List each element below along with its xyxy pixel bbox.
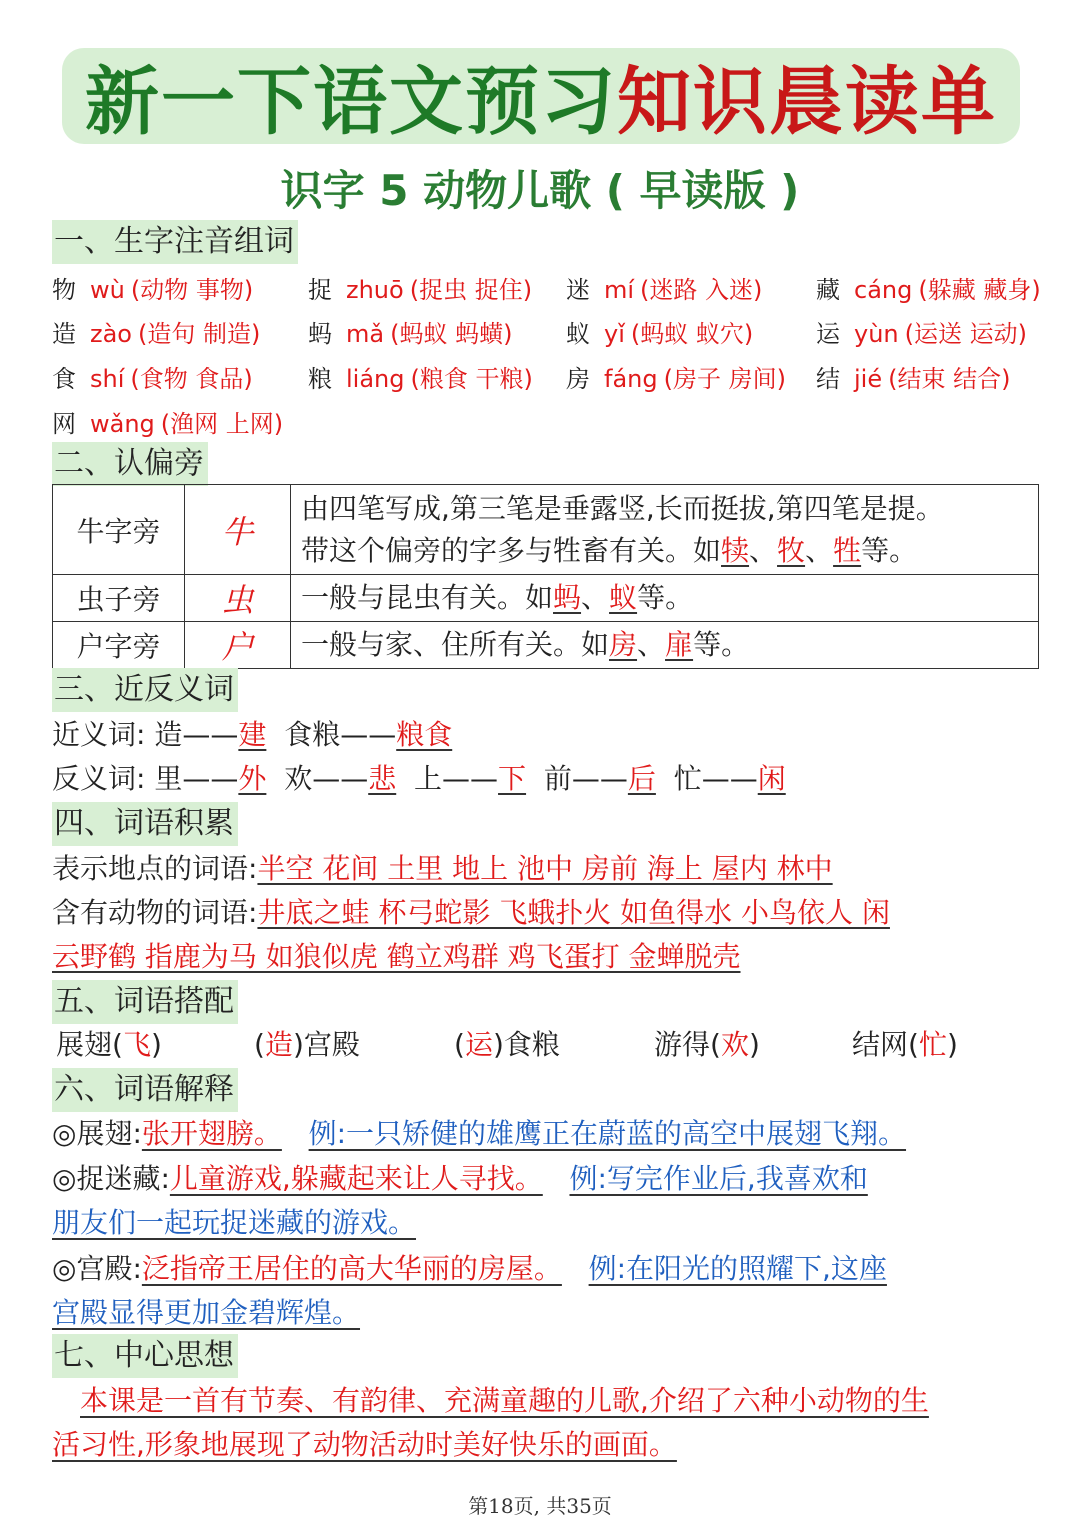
collocation-end: ) bbox=[150, 1028, 162, 1061]
character-entry bbox=[816, 359, 1010, 394]
radical-glyph: 牛 bbox=[185, 485, 291, 575]
character-pinyin: mí bbox=[604, 276, 635, 304]
character-pinyin: mǎ bbox=[346, 320, 385, 348]
radical-description bbox=[291, 575, 1039, 622]
synonyms-line bbox=[52, 714, 452, 756]
section-heading-3: 三、近反义词 bbox=[52, 668, 238, 712]
radical-description bbox=[291, 485, 1039, 575]
collocation-answer: 造 bbox=[264, 1028, 293, 1061]
character-entry bbox=[52, 270, 253, 305]
collocation-item bbox=[654, 1024, 760, 1066]
character-glyph: 网 bbox=[52, 410, 76, 438]
character-entry bbox=[52, 359, 253, 394]
character-glyph: 物 bbox=[52, 276, 76, 304]
character-entry bbox=[308, 314, 512, 349]
title-banner bbox=[62, 48, 1020, 144]
section-heading-2: 二、认偏旁 bbox=[52, 442, 208, 486]
word-pair-answer: 后 bbox=[627, 762, 656, 795]
word-pair-answer: 外 bbox=[238, 762, 267, 795]
explanation-example-cont: 宫殿显得更加金碧辉煌。 bbox=[52, 1296, 361, 1329]
character-entry bbox=[52, 314, 260, 349]
radical-name: 户字旁 bbox=[53, 622, 185, 669]
bullet-circle-icon: ◎ bbox=[52, 1252, 77, 1285]
word-pair-answer: 悲 bbox=[368, 762, 397, 795]
central-idea-line1: 本课是一首有节奏、有韵律、充满童趣的儿歌,介绍了六种小动物的生 bbox=[80, 1384, 929, 1417]
character-glyph: 蚁 bbox=[566, 320, 590, 348]
explanation-example: 例:在阳光的照耀下,这座 bbox=[588, 1252, 887, 1285]
central-idea-line2: 活习性,形象地展现了动物活动时美好快乐的画面。 bbox=[52, 1428, 677, 1461]
character-glyph: 结 bbox=[816, 365, 840, 393]
places-line bbox=[52, 848, 833, 890]
character-words: (渔网 上网) bbox=[160, 410, 284, 438]
central-idea bbox=[52, 1379, 1032, 1467]
explanation-term: 捉迷藏: bbox=[76, 1162, 170, 1195]
lesson-subtitle: 识字 5 动物儿歌 ( 早读版 ) bbox=[280, 166, 800, 215]
section-heading-5: 五、词语搭配 bbox=[52, 980, 238, 1024]
word-pair-stem: 上—— bbox=[414, 762, 499, 795]
character-pinyin: fáng bbox=[604, 365, 658, 393]
character-glyph: 藏 bbox=[816, 276, 840, 304]
collocation-stem: 展翅( bbox=[56, 1028, 123, 1061]
word-pair-stem: 造—— bbox=[154, 718, 239, 751]
explanation-item bbox=[52, 1112, 1032, 1156]
radical-example: 房 bbox=[609, 628, 638, 661]
collocation-answer: 飞 bbox=[122, 1028, 151, 1061]
animals-words: 云野鹤 指鹿为马 如狼似虎 鹤立鸡群 鸡飞蛋打 金蝉脱壳 bbox=[52, 940, 741, 973]
collocation-stem: ( bbox=[454, 1028, 465, 1061]
character-glyph: 捉 bbox=[308, 276, 332, 304]
character-entry bbox=[308, 270, 532, 305]
radical-row bbox=[53, 485, 1039, 575]
antonyms-label: 反义词: bbox=[52, 762, 146, 795]
explanation-example: 例:一只矫健的雄鹰正在蔚蓝的高空中展翅飞翔。 bbox=[308, 1117, 907, 1150]
collocation-stem: ( bbox=[254, 1028, 265, 1061]
character-pinyin: wù bbox=[90, 276, 125, 304]
word-pair-answer: 下 bbox=[498, 762, 527, 795]
character-glyph: 房 bbox=[566, 365, 590, 393]
word-pair-stem: 里—— bbox=[154, 762, 239, 795]
antonyms-line bbox=[52, 758, 786, 800]
places-label: 表示地点的词语: bbox=[52, 852, 258, 885]
character-glyph: 造 bbox=[52, 320, 76, 348]
radical-example: 蚂 bbox=[553, 581, 582, 614]
title-part1: 新一下语文预习 bbox=[85, 59, 617, 145]
animals-label: 含有动物的词语: bbox=[52, 896, 258, 929]
separator: 、 bbox=[637, 628, 666, 661]
character-entry bbox=[566, 359, 786, 394]
bullet-circle-icon: ◎ bbox=[52, 1117, 77, 1150]
radical-name: 虫子旁 bbox=[53, 575, 185, 622]
character-pinyin: zhuō bbox=[346, 276, 404, 304]
animals-words: 井底之蛙 杯弓蛇影 飞蛾扑火 如鱼得水 小鸟依人 闲 bbox=[257, 896, 890, 929]
radical-desc-end: 等。 bbox=[693, 628, 750, 661]
collocation-stem: 游得( bbox=[654, 1028, 721, 1061]
character-words: (躲藏 藏身) bbox=[918, 276, 1041, 304]
bullet-circle-icon: ◎ bbox=[52, 1162, 77, 1195]
word-pair-answer: 粮食 bbox=[396, 718, 453, 751]
radical-glyph: 户 bbox=[185, 622, 291, 669]
character-pinyin: jié bbox=[854, 365, 883, 393]
animals-line bbox=[52, 892, 890, 934]
explanation-meaning: 儿童游戏,躲藏起来让人寻找。 bbox=[169, 1162, 543, 1195]
radical-example: 牲 bbox=[833, 533, 862, 567]
collocation-end: )食粮 bbox=[492, 1028, 560, 1061]
word-pair-stem: 食粮—— bbox=[284, 718, 397, 751]
collocation-answer: 运 bbox=[464, 1028, 493, 1061]
collocation-answer: 忙 bbox=[918, 1028, 947, 1061]
character-entry bbox=[816, 314, 1027, 349]
page-footer: 第18页, 共35页 bbox=[468, 1494, 612, 1518]
collocation-item bbox=[852, 1024, 958, 1066]
separator: 、 bbox=[581, 581, 610, 614]
radical-desc-text: 带这个偏旁的字多与牲畜有关。如 bbox=[301, 533, 722, 567]
radical-example: 犊 bbox=[721, 533, 750, 567]
radical-example: 牧 bbox=[777, 533, 806, 567]
section-heading-7: 七、中心思想 bbox=[52, 1334, 238, 1378]
collocation-end: ) bbox=[748, 1028, 760, 1061]
separator: 、 bbox=[749, 533, 778, 567]
explanation-term: 宫殿: bbox=[76, 1252, 142, 1285]
character-glyph: 运 bbox=[816, 320, 840, 348]
explanation-term: 展翅: bbox=[76, 1117, 142, 1150]
character-words: (蚂蚁 蚁穴) bbox=[630, 320, 754, 348]
collocation-item bbox=[254, 1024, 360, 1066]
character-words: (迷路 入迷) bbox=[640, 276, 763, 304]
character-pinyin: zào bbox=[90, 320, 132, 348]
explanation-item bbox=[52, 1157, 1032, 1245]
character-words: (粮食 干粮) bbox=[410, 365, 533, 393]
word-pair-stem: 欢—— bbox=[284, 762, 369, 795]
character-glyph: 蚂 bbox=[308, 320, 332, 348]
character-words: (动物 事物) bbox=[130, 276, 254, 304]
character-glyph: 粮 bbox=[308, 365, 332, 393]
collocation-stem: 结网( bbox=[852, 1028, 919, 1061]
character-entry bbox=[308, 359, 533, 394]
character-entry bbox=[566, 314, 753, 349]
radical-name: 牛字旁 bbox=[53, 485, 185, 575]
radicals-table bbox=[52, 484, 1039, 669]
radical-example: 扉 bbox=[665, 628, 694, 661]
character-pinyin: yǐ bbox=[604, 320, 625, 348]
character-pinyin: yùn bbox=[854, 320, 899, 348]
character-words: (造句 制造) bbox=[138, 320, 261, 348]
title-part2: 知识晨读单 bbox=[617, 59, 997, 145]
collocation-end: )宫殿 bbox=[292, 1028, 360, 1061]
radical-desc-line1: 由四笔写成,第三笔是垂露竖,长而挺拔,第四笔是提。 bbox=[301, 491, 944, 525]
collocation-item bbox=[56, 1024, 162, 1066]
radical-row bbox=[53, 575, 1039, 622]
radical-desc-text: 一般与家、住所有关。如 bbox=[301, 628, 610, 661]
collocation-answer: 欢 bbox=[720, 1028, 749, 1061]
character-entry bbox=[52, 404, 283, 439]
character-glyph: 食 bbox=[52, 365, 76, 393]
character-words: (结束 结合) bbox=[888, 365, 1011, 393]
character-words: (运送 运动) bbox=[904, 320, 1027, 348]
word-pair-stem: 前—— bbox=[543, 762, 628, 795]
radical-glyph: 虫 bbox=[185, 575, 291, 622]
radical-desc-end: 等。 bbox=[861, 533, 918, 567]
explanation-meaning: 张开翅膀。 bbox=[141, 1117, 282, 1150]
places-words: 半空 花间 土里 地上 池中 房前 海上 屋内 林中 bbox=[257, 852, 833, 885]
word-pair-answer: 建 bbox=[238, 718, 267, 751]
character-pinyin: shí bbox=[90, 365, 125, 393]
character-glyph: 迷 bbox=[566, 276, 590, 304]
character-words: (食物 食品) bbox=[130, 365, 253, 393]
character-words: (房子 房间) bbox=[663, 365, 786, 393]
character-pinyin: liáng bbox=[346, 365, 405, 393]
word-pair-answer: 闲 bbox=[757, 762, 786, 795]
separator: 、 bbox=[805, 533, 834, 567]
character-pinyin: wǎng bbox=[90, 410, 155, 438]
character-pinyin: cáng bbox=[854, 276, 913, 304]
explanation-meaning: 泛指帝王居住的高大华丽的房屋。 bbox=[141, 1252, 562, 1285]
character-entry bbox=[816, 270, 1041, 305]
section-heading-1: 一、生字注音组词 bbox=[52, 220, 298, 264]
character-words: (捉虫 捉住) bbox=[409, 276, 533, 304]
radical-desc-text: 一般与昆虫有关。如 bbox=[301, 581, 554, 614]
character-words: (蚂蚁 蚂蟥) bbox=[390, 320, 513, 348]
collocation-item bbox=[454, 1024, 560, 1066]
animals-line-2 bbox=[52, 936, 741, 978]
radical-description bbox=[291, 622, 1039, 669]
radical-example: 蚁 bbox=[609, 581, 638, 614]
collocation-end: ) bbox=[946, 1028, 958, 1061]
radical-desc-end: 等。 bbox=[637, 581, 694, 614]
radical-desc-line2 bbox=[301, 530, 1028, 572]
synonyms-label: 近义词: bbox=[52, 718, 146, 751]
explanation-example-cont: 朋友们一起玩捉迷藏的游戏。 bbox=[52, 1206, 417, 1239]
radical-row bbox=[53, 622, 1039, 669]
word-pair-stem: 忙—— bbox=[673, 762, 758, 795]
character-entry bbox=[566, 270, 762, 305]
section-heading-6: 六、词语解释 bbox=[52, 1068, 238, 1112]
explanation-example: 例:写完作业后,我喜欢和 bbox=[569, 1162, 868, 1195]
section-heading-4: 四、词语积累 bbox=[52, 802, 238, 846]
explanation-item bbox=[52, 1247, 1032, 1335]
